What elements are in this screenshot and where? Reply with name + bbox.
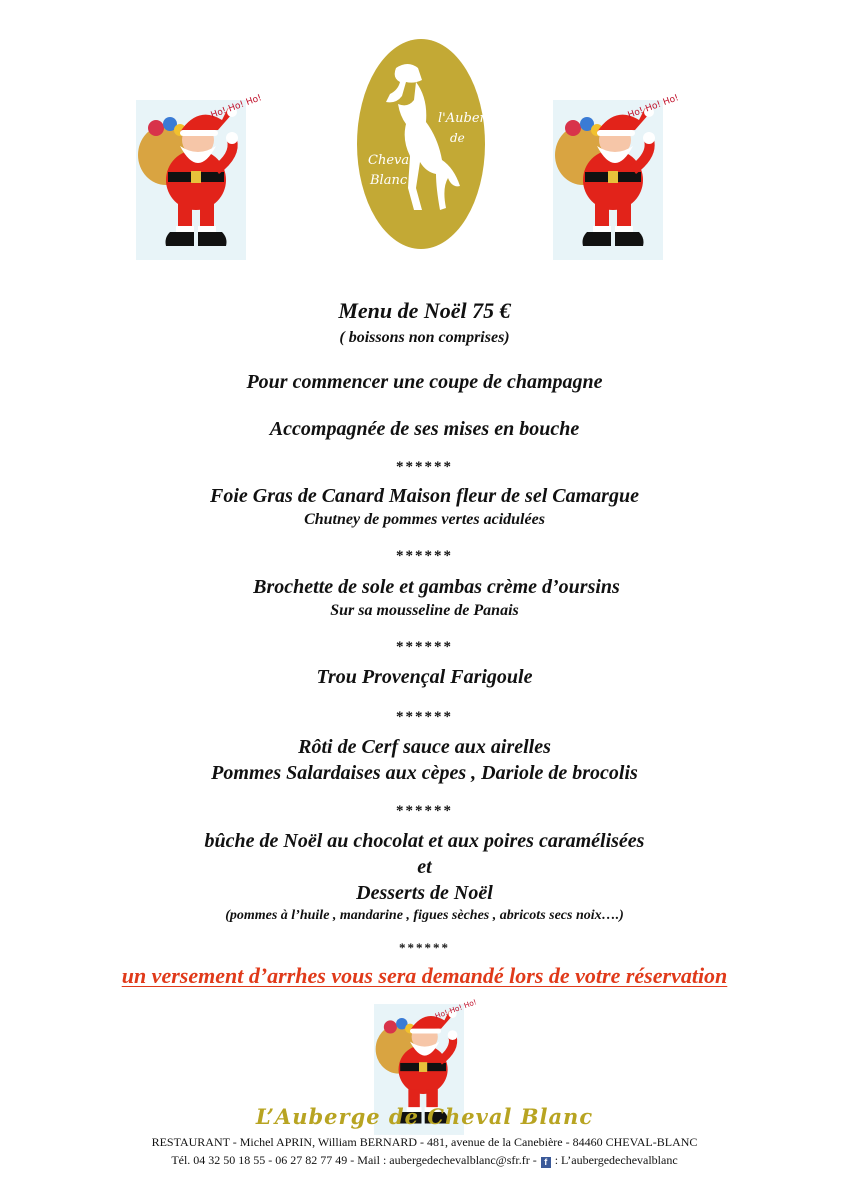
course-1-desc: Chutney de pommes vertes acidulées bbox=[304, 511, 545, 528]
santa-illustration-left bbox=[136, 93, 264, 260]
course-5-extra: Desserts de Noël bbox=[356, 882, 493, 904]
santa-icon bbox=[136, 93, 264, 260]
separator: ****** bbox=[396, 548, 453, 564]
course-5-main: bûche de Noël au chocolat et aux poires caramélisées bbox=[204, 830, 645, 852]
separator: ****** bbox=[396, 639, 453, 655]
course-4-desc: Pommes Salardaises aux cèpes , Dariole de brocolis bbox=[211, 762, 638, 784]
course-2-main: Brochette de sole et gambas crème d’oursins bbox=[253, 576, 620, 598]
course-2-desc: Sur sa mousseline de Panais bbox=[330, 602, 519, 619]
separator: ****** bbox=[396, 803, 453, 819]
separator: ****** bbox=[396, 709, 453, 725]
logo-text-3: Cheval bbox=[368, 153, 414, 168]
footer-facebook-name: : L’aubergedechevalblanc bbox=[551, 1153, 678, 1167]
course-1-main: Foie Gras de Canard Maison fleur de sel Camargue bbox=[210, 485, 639, 507]
footer-contact bbox=[0, 1153, 849, 1168]
footer-phone-mail: Tél. 04 32 50 18 55 - 06 27 82 77 49 - Mail : aubergedechevalblanc@sfr.fr - bbox=[171, 1153, 540, 1167]
logo-text-1: l'Auberge bbox=[438, 111, 502, 126]
santa-illustration-right bbox=[553, 93, 681, 260]
logo-text-4: Blanc bbox=[370, 173, 408, 188]
santa-speech: Ho! Ho! Ho! bbox=[626, 93, 681, 121]
menu-subtitle: ( boissons non comprises) bbox=[339, 329, 510, 346]
santa-speech: Ho! Ho! Ho! bbox=[209, 93, 264, 121]
facebook-icon: f bbox=[541, 1157, 551, 1168]
course-3-main: Trou Provençal Farigoule bbox=[316, 666, 533, 688]
course-5-desc: (pommes à l’huile , mandarine , figues sèches , abricots secs noix….) bbox=[225, 908, 624, 923]
intro-line-1: Pour commencer une coupe de champagne bbox=[246, 371, 603, 393]
restaurant-logo bbox=[356, 38, 502, 250]
deposit-notice: un versement d’arrhes vous sera demandé lors de votre réservation bbox=[121, 963, 728, 988]
footer-restaurant-name: L’Auberge de Cheval Blanc bbox=[255, 1104, 594, 1129]
separator: ****** bbox=[396, 459, 453, 475]
logo-text-2: de bbox=[450, 131, 465, 145]
course-5-et: et bbox=[417, 856, 432, 878]
separator: ****** bbox=[399, 940, 450, 955]
course-4-main: Rôti de Cerf sauce aux airelles bbox=[298, 736, 551, 758]
intro-line-2: Accompagnée de ses mises en bouche bbox=[269, 418, 580, 440]
santa-icon bbox=[553, 93, 681, 260]
santa-speech: Ho! Ho! Ho! bbox=[433, 997, 478, 1021]
menu-title: Menu de Noël 75 € bbox=[338, 298, 511, 323]
footer-address: RESTAURANT - Michel APRIN, William BERNARD - 481, avenue de la Canebière - 84460 CHEVAL-BLANC bbox=[151, 1135, 698, 1149]
